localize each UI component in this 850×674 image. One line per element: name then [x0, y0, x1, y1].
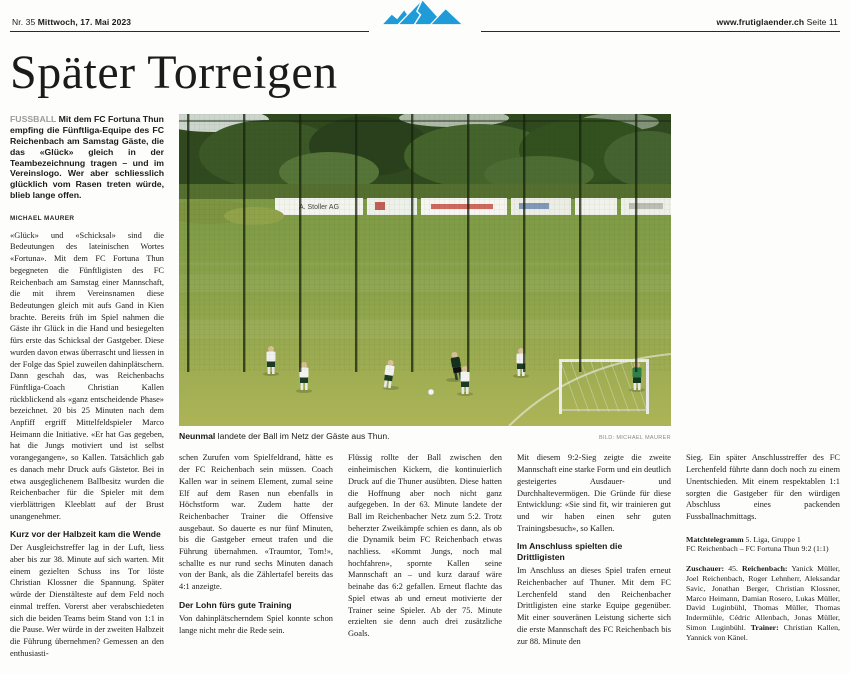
photo-caption-row [179, 431, 671, 443]
football [428, 389, 434, 395]
match-photo-illustration [179, 114, 671, 426]
text-column-1 [10, 114, 164, 659]
trainer-names: Christian Kallen, Yannick von Känel. [686, 622, 840, 642]
section-kicker: FUSSBALL [10, 114, 57, 125]
issue-number: Nr. 35 [12, 17, 36, 27]
spectators-label: Zuschauer: [686, 564, 725, 574]
match-photo [179, 114, 671, 426]
team-roster: Yanick Müller, Joel Reichenbach, Roger Lehnherr, Aleksandar Savic, Jonathan Berger, Christian Klossner, Marco Heimann, Damian Rosero, Lukas Müller, David Luginbühl, Thomas Müller, Thomas Indermühle, Cédric Allenbach, Jonas Müller, Simon Luginbühl. [686, 564, 840, 632]
subheading: Im Anschluss spielten die Drittligisten [517, 541, 623, 563]
paragraph: Sieg. Ein später Anschlusstreffer des FC Lerchenfeld führte dann doch noch zu einem Unentschieden. Mit einem respektablen 1:1 sorgten die Gastgeber für den würdigen Abschluss eines packenden Fussballnachmittags. [686, 453, 840, 521]
paragraph: schen Zurufen vom Spielfeldrand, hätte es der FC Reichenbach sein müssen. Coach Kallen war in seinem Element, zumal seine Elf auf dem Rasen nun ebenfalls in Höchstform war. Zudem hatte der Reichenbacher Trainer die Offensive ausgebaut. So dauerte es nur fünf Minuten, bis die Gastgeber erneut trafen und die Führung übernahmen. «Traumtor, Tom!», schallte es nur rund sechs Minuten danach von der Bank, als die Zählertafel bereits das 4:1 anzeigte. [179, 453, 333, 592]
photo-and-columns [179, 114, 840, 659]
paragraph: «Glück» und «Schicksal» sind die Bedeutungen des lateinischen Wortes «Fortuna». Mit dem FC Fortuna Thun begegneten die Fünftligisten des FC Reichenbach am Samstag einer Mannschaft, die mit ihrem Vereinsnamen diese Bedeutungen gleich mit aufs Gand in Kien brachte. Bereits früh im Spiel nahmen die Gäste ihr Glück in die Hand und besiegelten fürs erste das Schicksal der Gastgeber. Diese wurden davon etwas überrascht und liessen in der Folge das Spiel zuweilen dahinplätschern. Dann geschah das, was Reichenbachs Fünftliga-Coach Christian Kallen rückblickend als «ganz entscheidende Phase» bezeichnet. 20 bis 25 Minuten nach dem Anpfiff ergriff Mittelfeldspieler Marco Heimann die Initiative. «Er hat Gas gegeben, hat die Jungs motiviert und ist selbst vorangegangen», so Kallen. Tatsächlich gab es danach mehr Druck aufs Gästetor. Bei in etwa ausgeglichenem Ballbesitz wurden die Reichenbacher für die Spieler mit dem vierblättrigen Kleeblatt auf der Brust unangenehmer. [10, 230, 164, 521]
trainer-label: Trainer: [750, 622, 779, 632]
website-url: www.frutiglaender.ch [716, 17, 805, 27]
team-label: Reichenbach: [742, 564, 788, 574]
page-number: Seite 11 [806, 17, 838, 27]
caption-text: landete der Ball im Netz der Gäste aus Thun. [215, 431, 390, 442]
photo-credit: BILD: MICHAEL MAURER [599, 435, 671, 442]
text-column-4 [517, 452, 671, 647]
text-column-5 [686, 452, 840, 647]
text-column-2 [179, 452, 333, 647]
paragraph: Der Ausgleichstreffer lag in der Luft, liess aber bis zur 38. Minute auf sich warten. Mit einem gezielten Schuss ins Tor löste Christian Klossner die Spannung. Später würde der Dienstälteste auf dem Feld noch einmal treffen. Vorerst aber verabschiedeten sich die beiden Teams beim Stand von 1:1 in die Pause. Wer würde in der zweiten Halbzeit die Führung übernehmen? Gemessen an den enthusiasti- [10, 543, 164, 658]
page-header [10, 0, 840, 32]
article-headline: Später Torreigen [10, 46, 338, 99]
text-column-3 [348, 452, 502, 647]
telegram-header [686, 535, 840, 545]
caption-lead-word: Neunmal [179, 431, 216, 442]
lower-columns [179, 452, 840, 647]
site-and-page [717, 17, 838, 27]
author-byline: MICHAEL MAURER [10, 214, 75, 222]
subheading: Kurz vor der Halbzeit kam die Wende [10, 529, 161, 540]
telegram-league: 5. Liga, Gruppe 1 [743, 534, 801, 544]
lead-paragraph [10, 114, 164, 200]
article-body [10, 114, 840, 659]
paragraph: Im Anschluss an dieses Spiel trafen erneut Reichenbacher auf Thuner. Mit dem FC Lerchenfeld stand den Reichenbacher Drittligisten eine starke Equipe gegenüber. Mit einer souveränen Leistung sicherte sich die erste Mannschaft des FC Reichenbach bis zur 88. Minute den [517, 566, 671, 646]
issue-and-date [12, 17, 131, 27]
match-telegram [686, 535, 840, 643]
issue-date: Mittwoch, 17. Mai 2023 [37, 17, 132, 27]
telegram-result: FC Reichenbach – FC Fortuna Thun 9:2 (1:1) [686, 544, 829, 554]
telegram-details [686, 564, 840, 642]
mountain-logo-icon [379, 0, 471, 31]
telegram-title: Matchtelegramm [686, 534, 744, 544]
paragraph: Mit diesem 9:2-Sieg zeigte die zweite Mannschaft eine starke Form und ein deutlich gesteigertes Ausdauer- und Durchhaltevermögen. Die Gründe für diese Entwicklung: «Sie sind fit, wir trainieren gut und wir haben einen sehr guten Trainingsbesuch», so Kallen. [517, 453, 671, 533]
subheading: Der Lohn fürs gute Training [179, 599, 292, 610]
paragraph: Flüssig rollte der Ball zwischen den einheimischen Kickern, die kontinuierlich Druck auf die Thuner ausübten. Diese hatten die Hoffnung aber noch nicht ganz aufgegeben. In der 63. Minute landete der Ball im Reichenbacher Netz zum 5:2. Trotz beherzter Zweikämpfe schien es dann, als ob die Dynamik beim FC Reichenbach etwas nachliess. «Kommt Jungs, noch mal hochfahren», spornte Kallen seine Mannschaft an – und kurz darauf wäre beinahe das 6:2 gefallen. Erneut flachte das Spiel etwas ab und erneut motivierte der Trainer seine Spieler. Ab der 75. Minute erzielten sie denn auch drei zusätzliche Goals. [348, 453, 502, 638]
photo-caption [179, 431, 390, 441]
lead-text: Mit dem FC Fortuna Thun empfing die Fünftliga-Equipe des FC Reichenbach am Samstag Gäste, die das «Glück» gleich in der Teambezeichnung tragen – und im Vereinslogo. Wer aber schliesslich glücklich vom Rasen treten würde, blieb lange offen. [10, 114, 164, 200]
spectators-value: 45. [724, 564, 743, 574]
photo-block [179, 114, 671, 443]
paragraph: Von dahinplätscherndem Spiel konnte schon lange nicht mehr die Rede sein. [179, 613, 333, 635]
masthead-logo [369, 0, 481, 36]
